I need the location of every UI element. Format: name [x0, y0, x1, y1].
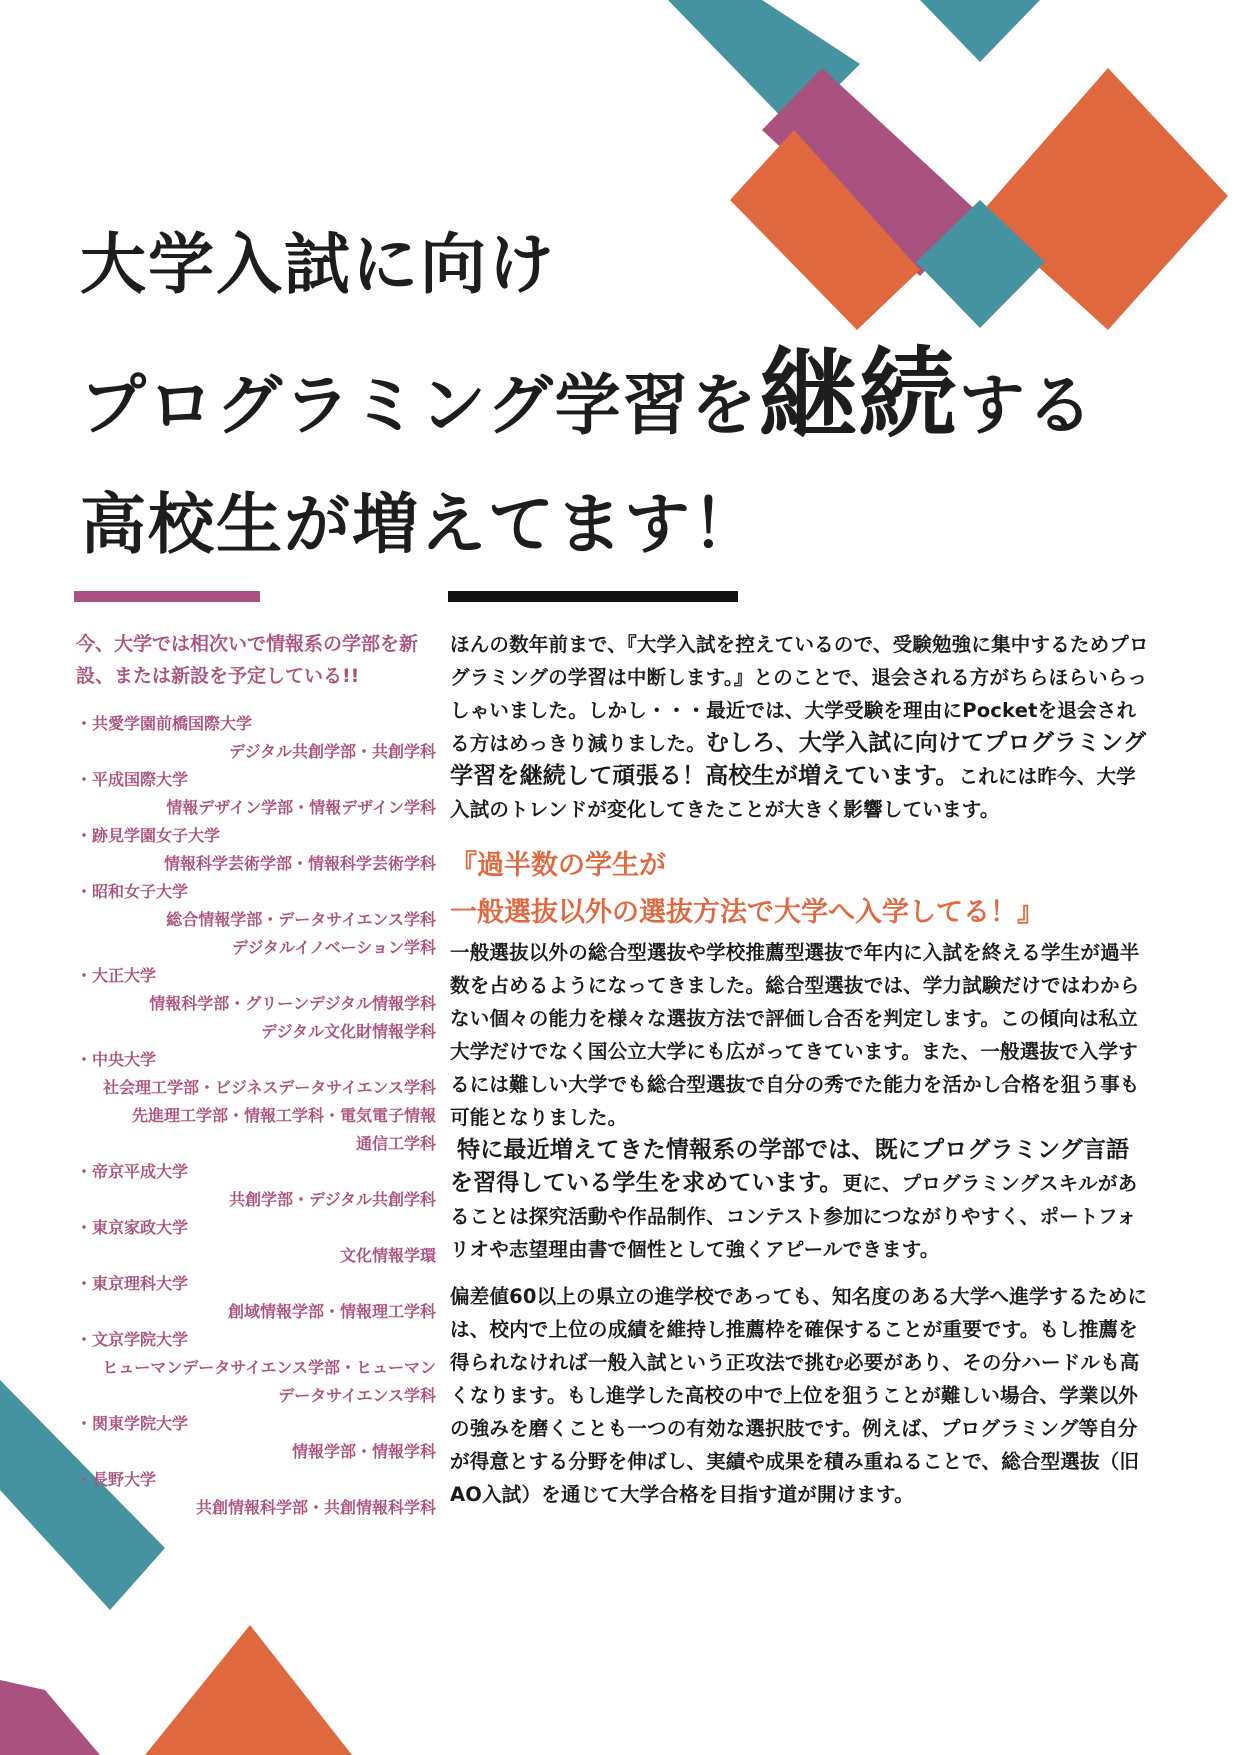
department-name: データサイエンス学科 [278, 1386, 436, 1405]
department-name: 先進理工学部・情報工学科・電気電子情報 [131, 1106, 436, 1125]
teal-triangle-top [920, 0, 1040, 62]
pink-divider [74, 591, 260, 602]
university-name: ・平成国際大学 [76, 770, 189, 789]
paragraph-3 [450, 1134, 1150, 1266]
department-name: ヒューマンデータサイエンス学部・ヒューマン [102, 1358, 436, 1377]
university-name: ・中央大学 [76, 1050, 157, 1069]
paragraph-4: 偏差値60以上の県立の進学校であっても、知名度のある大学へ進学するためには、校内で上位の成績を維持し推薦枠を確保することが重要です。もし推薦を得られなければ一般入試という正攻法で挑む必要があり、その分ハードルも高くなります。もし進学した高校の中で上位を狙うことが難しい場合、学業以外の強みを磨くことも一つの有効な選択肢です。例えば、プログラミング等自分が得意とする分野を伸ばし、実績や成果を積み重ねることで、総合型選抜（旧AO入試）を通じて大学合格を目指す道が開けます。 [450, 1285, 1148, 1506]
black-divider [448, 591, 738, 602]
section-heading-line-2: 一般選抜以外の選抜方法で大学へ入学してる！』 [450, 897, 1044, 928]
section-heading-line-1: 『過半数の学生が [450, 850, 666, 881]
department-name: デジタルイノベーション学科 [231, 938, 436, 957]
purple-triangle-bottom [0, 1680, 100, 1755]
orange-triangle-bottom [145, 1625, 352, 1755]
paragraph-1a: ほんの数年前まで、『大学入試を控えているので、受験勉強に集中するためプログラミングの学習は中断します。』とのことで、退会される方がちらほらいらっしゃいました。しかし・・・最近では、大学受験を理由にPocketを退会される方はめっきり減りました。 [450, 633, 1149, 755]
university-list-column [76, 628, 436, 1522]
university-name: ・文京学院大学 [76, 1330, 189, 1349]
department-name: デジタル共創学部・共創学科 [228, 742, 436, 761]
paragraph-2: 一般選抜以外の総合型選抜や学校推薦型選抜で年内に入試を終える学生が過半数を占めるようになってきました。総合型選抜では、学力試験だけではわからない個々の能力を様々な選抜方法で評価し合否を判定します。この傾向は私立大学だけでなく国公立大学にも広がってきています。また、一般選抜で入学するには難しい大学でも総合型選抜で自分の秀でた能力を活かし合格を狙う事も可能となりました。 [450, 941, 1140, 1129]
department-name: 情報科学芸術学部・情報科学芸術学科 [163, 854, 436, 873]
university-name: ・関東学院大学 [76, 1414, 189, 1433]
university-name: ・跡見学園女子大学 [76, 826, 221, 845]
department-name: 共創情報科学部・共創情報科学科 [195, 1498, 436, 1517]
department-name: 通信工学科 [355, 1134, 436, 1153]
spacer [450, 1266, 1150, 1280]
university-name: ・東京家政大学 [76, 1218, 189, 1237]
university-name: ・昭和女子大学 [76, 882, 189, 901]
department-name: 創域情報学部・情報理工学科 [227, 1302, 436, 1321]
department-name: 社会理工学部・ビジネスデータサイエンス学科 [103, 1078, 436, 1097]
title-line-1: 大学入試に向け [80, 226, 556, 303]
title-line-2-pre: プログラミング学習を [80, 367, 759, 444]
paragraph-3-emphasis: 特に最近増えてきた情報系の学部では、既にプログラミング言語を習得している学生を求めています。 [450, 1137, 1130, 1196]
title-line-3: 高校生が増えてます！ [80, 486, 760, 563]
title-line-2 [80, 320, 1130, 470]
title-emphasis: 継続 [758, 338, 959, 452]
paragraph-1-emphasis: むしろ、大学入試に向けてプログラミング学習を継続して頑張る！高校生が増えています。 [450, 730, 1147, 789]
university-name: ・帝京平成大学 [76, 1162, 189, 1181]
title-line-2-post: する [958, 367, 1095, 444]
department-name: 情報学部・情報学科 [291, 1442, 436, 1461]
page-title [80, 210, 1130, 580]
university-name: ・共愛学園前橋国際大学 [76, 714, 253, 733]
university-name: ・大正大学 [76, 966, 157, 985]
department-name: 情報科学部・グリーンデジタル情報学科 [149, 994, 436, 1013]
department-name: 文化情報学環 [339, 1246, 436, 1265]
university-name: ・長野大学 [76, 1470, 157, 1489]
paragraph-1 [450, 628, 1150, 826]
paragraph-1c: これには昨今、大学入試のトレンドが変化してきたことが大きく影響しています。 [450, 765, 1136, 821]
university-list [76, 710, 436, 1522]
department-name: 共創学部・デジタル共創学科 [228, 1190, 436, 1209]
left-lead: 今、大学では相次いで情報系の学部を新設、または新設を予定している!! [76, 633, 419, 687]
article-column [450, 628, 1150, 1511]
university-name: ・東京理科大学 [76, 1274, 189, 1293]
department-name: 総合情報学部・データサイエンス学科 [166, 910, 436, 929]
department-name: 情報デザイン学部・情報デザイン学科 [166, 798, 436, 817]
department-name: デジタル文化財情報学科 [260, 1022, 436, 1041]
section-heading [450, 842, 1150, 936]
paragraph-3b: 更に、プログラミングスキルがあることは探究活動や作品制作、コンテスト参加につながりやすく、ポートフォリオや志望理由書で個性として強くアピールできます。 [450, 1172, 1138, 1261]
